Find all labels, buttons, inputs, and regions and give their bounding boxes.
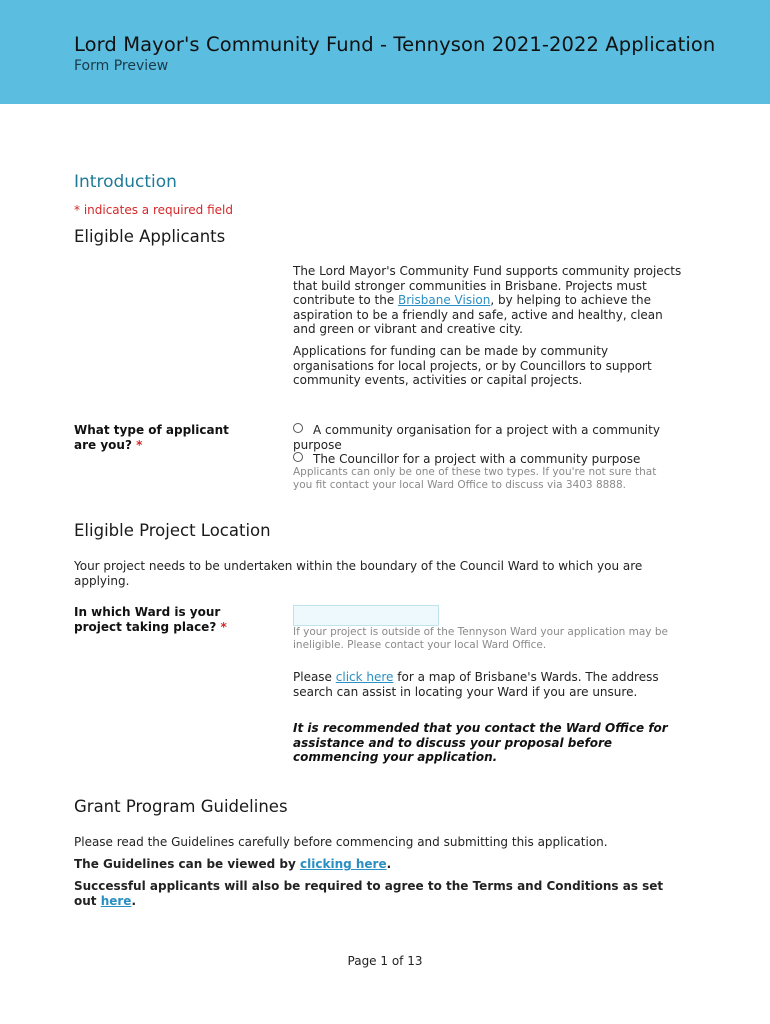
form-title: Lord Mayor's Community Fund - Tennyson 2021-2022 Application (74, 33, 716, 56)
eligible-applicants-para1 (293, 264, 685, 337)
required-asterisk: * (220, 619, 227, 634)
ward-label (74, 605, 254, 634)
eligible-applicants-heading: Eligible Applicants (74, 227, 226, 246)
para1-text-end: , by helping to achieve the aspiration to be a friendly and safe, active and healthy, clean and green or vibrant and creative city. (293, 293, 663, 337)
terms-para (74, 879, 674, 908)
radio-button-icon[interactable] (293, 423, 303, 433)
terms-link[interactable]: here (100, 893, 132, 908)
para1-text-start: The Lord Mayor's Community Fund supports community projects that build stronger communities in Brisbane. Projects must contribute to the (293, 264, 682, 308)
ward-map-para (293, 670, 678, 699)
terms-text-end: . (131, 893, 137, 908)
ward-label-text: In which Ward is your project taking place? (74, 605, 221, 634)
introduction-heading: Introduction (74, 172, 177, 192)
project-location-intro: Your project needs to be undertaken within the boundary of the Council Ward to which you are applying. (74, 559, 643, 588)
guidelines-para1: Please read the Guidelines carefully before commencing and submitting this application. (74, 835, 608, 849)
map-text-start: Please (293, 670, 336, 684)
page-indicator: Page 1 of 13 (347, 954, 423, 968)
terms-text-start: Successful applicants will also be required to agree to the Terms and Conditions as set out (74, 879, 664, 908)
map-text-end: for a map of Brisbane's Wards. The address search can assist in locating your Ward if you are unsure. (293, 670, 659, 699)
brisbane-vision-link[interactable]: Brisbane Vision (398, 293, 491, 308)
radio-button-icon[interactable] (293, 452, 303, 462)
radio-option-label: The Councillor for a project with a community purpose (313, 452, 641, 466)
project-location-heading: Eligible Project Location (74, 521, 271, 540)
applicant-type-help: Applicants can only be one of these two types. If you're not sure that you fit contact your local Ward Office to discuss via 3403 8888. (293, 466, 657, 491)
ward-input[interactable] (293, 605, 439, 626)
guidelines-text-end: . (386, 857, 392, 871)
guidelines-text-start: The Guidelines can be viewed by (74, 857, 301, 871)
guidelines-para2 (74, 857, 694, 872)
radio-option-community-org[interactable] (293, 423, 673, 452)
radio-option-councillor[interactable] (293, 452, 683, 467)
ward-help: If your project is outside of the Tennyson Ward your application may be ineligible. Please contact your local Ward Office. (293, 626, 668, 651)
header-banner (0, 0, 770, 104)
applicant-type-label (74, 423, 254, 452)
guidelines-link[interactable]: clicking here (300, 857, 387, 871)
guidelines-heading: Grant Program Guidelines (74, 797, 288, 816)
required-field-note: * indicates a required field (74, 203, 233, 217)
form-subtitle: Form Preview (74, 58, 169, 74)
ward-map-link[interactable]: click here (335, 670, 394, 684)
required-asterisk: * (136, 437, 143, 452)
applicant-type-label-text: What type of applicant are you? (74, 423, 229, 452)
ward-recommendation: It is recommended that you contact the Ward Office for assistance and to discuss your proposal before commencing your application. (293, 721, 668, 765)
radio-option-label: A community organisation for a project with a community purpose (293, 423, 660, 452)
eligible-applicants-para2: Applications for funding can be made by community organisations for local projects, or by Councillors to support community events, activities or capital projects. (293, 344, 652, 388)
